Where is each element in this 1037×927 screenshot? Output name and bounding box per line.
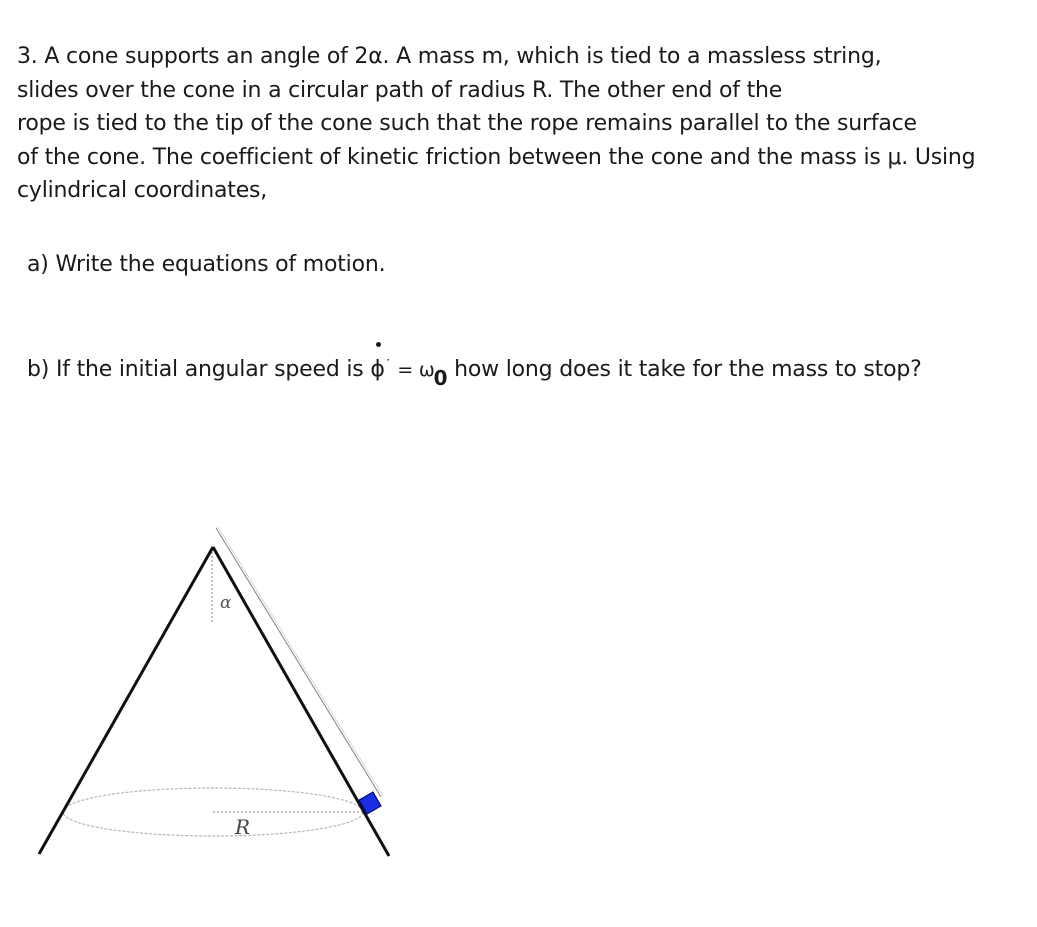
part-b-prefix: b) If the initial angular speed is: [27, 357, 371, 382]
alpha-label: α: [220, 593, 232, 613]
dot-mark: ˙: [384, 358, 392, 374]
cone-diagram: [0, 500, 420, 880]
part-a-question: a) Write the equations of motion.: [27, 252, 386, 277]
radius-label: R: [235, 815, 251, 839]
problem-line-3: rope is tied to the tip of the cone such that the rope remains parallel to the surface: [17, 111, 917, 136]
problem-line-4: of the cone. The coefficient of kinetic friction between the cone and the mass is μ. Using: [17, 144, 976, 170]
problem-line-5: cylindrical coordinates,: [17, 178, 268, 203]
phi-dot-symbol: [370, 357, 384, 382]
part-b-suffix: how long does it take for the mass to stop?: [447, 357, 922, 382]
cone-left-side: [39, 547, 213, 854]
phi-symbol: ϕ: [370, 357, 385, 382]
time-derivative-dot: [376, 342, 381, 347]
cone-right-side: [213, 547, 389, 856]
problem-line-1: 3. A cone supports an angle of 2α. A mass m, which is tied to a massless string,: [17, 44, 882, 69]
equals-omega: = ω: [391, 359, 435, 381]
problem-line-2: slides over the cone in a circular path of radius R. The other end of the: [17, 77, 783, 103]
omega-subscript: 0: [433, 366, 448, 390]
part-b-question: [27, 357, 922, 390]
string: [216, 528, 381, 797]
problem-statement: [17, 40, 1027, 208]
